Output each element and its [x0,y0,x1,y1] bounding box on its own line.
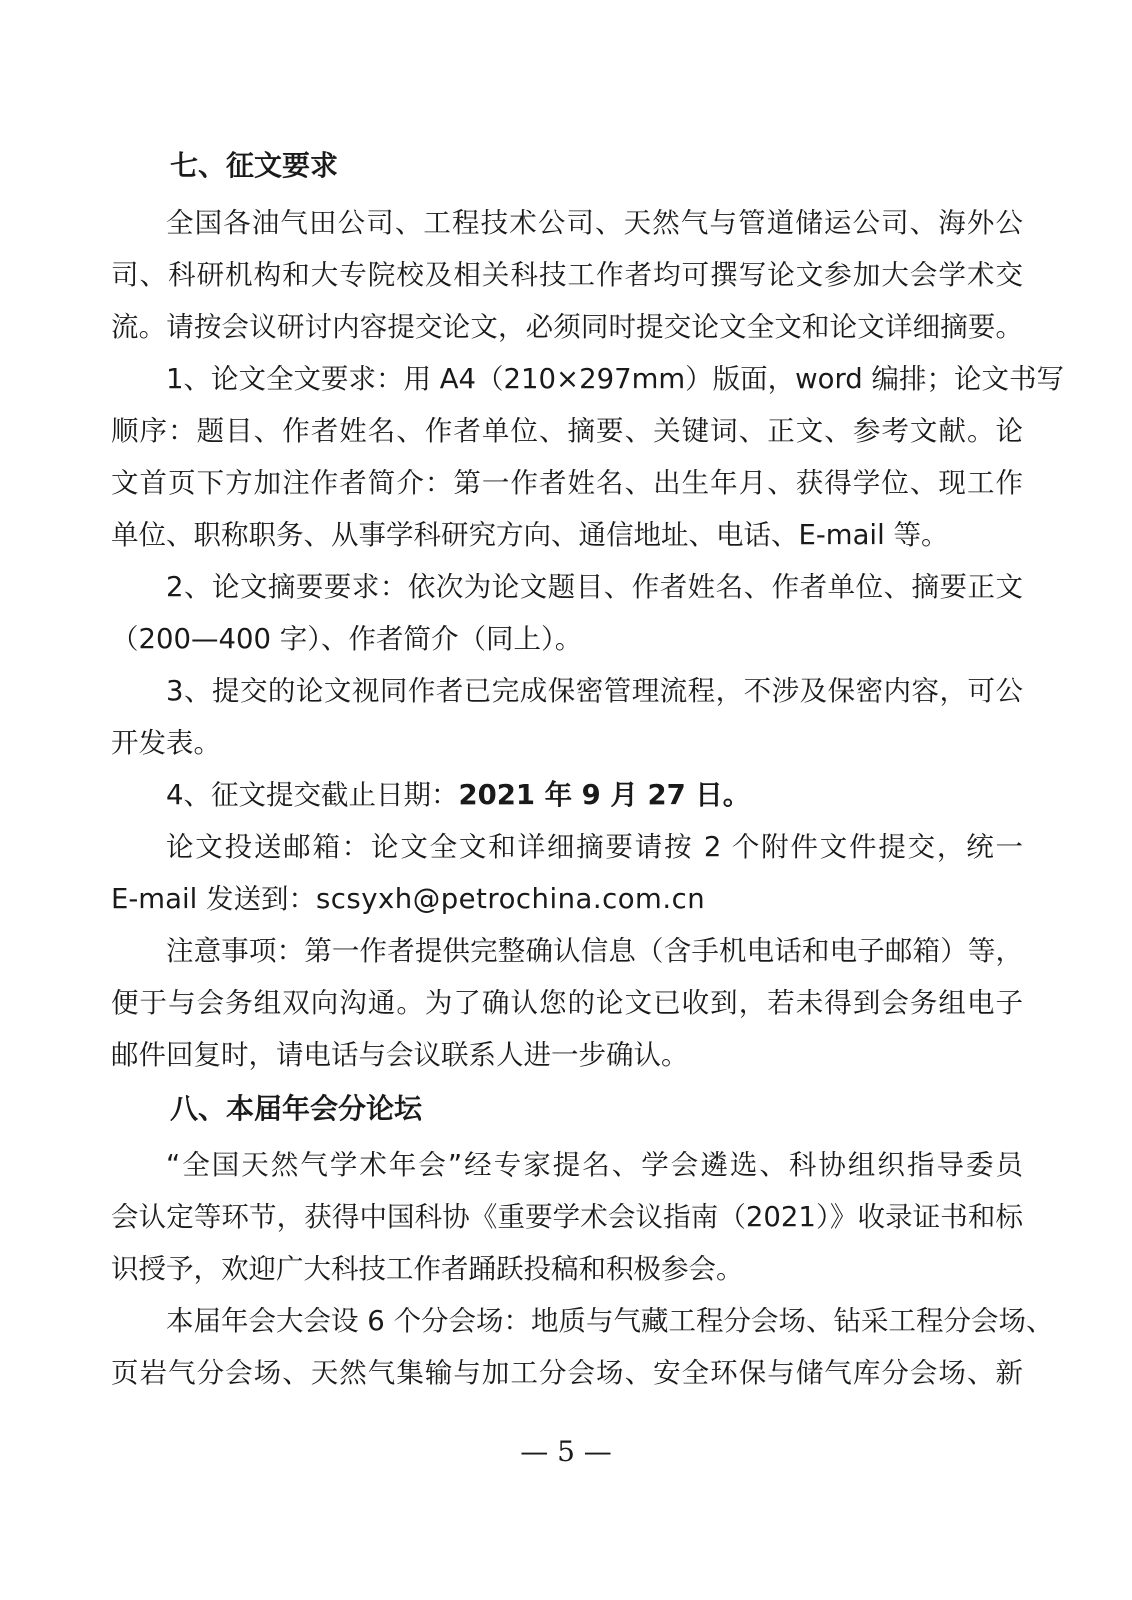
email-address[interactable]: scsyxh@petrochina.com.cn [315,883,706,915]
paragraph-line: 开发表。 [111,727,221,759]
deadline-date: 2021 年 9 月 27 日。 [458,779,751,811]
paragraph-line: （200—400 字）、作者简介（同上）。 [111,623,583,655]
paragraph-line: 注意事项：第一作者提供完整确认信息（含手机电话和电子邮箱）等， [166,935,1023,967]
email-label: E-mail 发送到： [111,883,316,915]
paragraph-line: 便于与会务组双向沟通。为了确认您的论文已收到，若未得到会务组电子 [111,987,1023,1019]
paragraph-line: 论文投送邮箱：论文全文和详细摘要请按 2 个附件文件提交，统一 [166,831,1023,863]
deadline-line [166,779,1023,811]
paragraph-line: 流。请按会议研讨内容提交论文，必须同时提交论文全文和论文详细摘要。 [111,311,1023,343]
section-7-heading: 七、征文要求 [170,149,339,182]
paragraph-line: 单位、职称职务、从事学科研究方向、通信地址、电话、E-mail 等。 [111,519,949,551]
paragraph-line: 文首页下方加注作者简介：第一作者姓名、出生年月、获得学位、现工作 [111,467,1023,499]
paragraph-line: 本届年会大会设 6 个分会场：地质与气藏工程分会场、钻采工程分会场、 [166,1305,1054,1337]
paragraph-line: 3、提交的论文视同作者已完成保密管理流程，不涉及保密内容，可公 [166,675,1023,707]
email-line [111,883,1023,915]
deadline-label: 4、征文提交截止日期： [166,779,459,811]
paragraph-line: 会认定等环节，获得中国科协《重要学术会议指南（2021）》收录证书和标 [111,1201,1023,1233]
paragraph-line: 邮件回复时，请电话与会议联系人进一步确认。 [111,1039,689,1071]
paragraph-line: 司、科研机构和大专院校及相关科技工作者均可撰写论文参加大会学术交 [111,259,1023,291]
paragraph-line: 顺序：题目、作者姓名、作者单位、摘要、关键词、正文、参考文献。论 [111,415,1023,447]
page-number: — 5 — [520,1435,612,1468]
section-8-heading: 八、本届年会分论坛 [170,1092,423,1125]
paragraph-line: 2、论文摘要要求：依次为论文题目、作者姓名、作者单位、摘要正文 [166,571,1023,603]
paragraph-line: 识授予，欢迎广大科技工作者踊跃投稿和积极参会。 [111,1253,744,1285]
paragraph-line: 页岩气分会场、天然气集输与加工分会场、安全环保与储气库分会场、新 [111,1357,1023,1389]
paragraph-line: 全国各油气田公司、工程技术公司、天然气与管道储运公司、海外公 [166,207,1023,239]
paragraph-line: “全国天然气学术年会”经专家提名、学会遴选、科协组织指导委员 [166,1149,1023,1181]
paragraph-line: 1、论文全文要求：用 A4（210×297mm）版面，word 编排；论文书写 [166,363,1064,395]
